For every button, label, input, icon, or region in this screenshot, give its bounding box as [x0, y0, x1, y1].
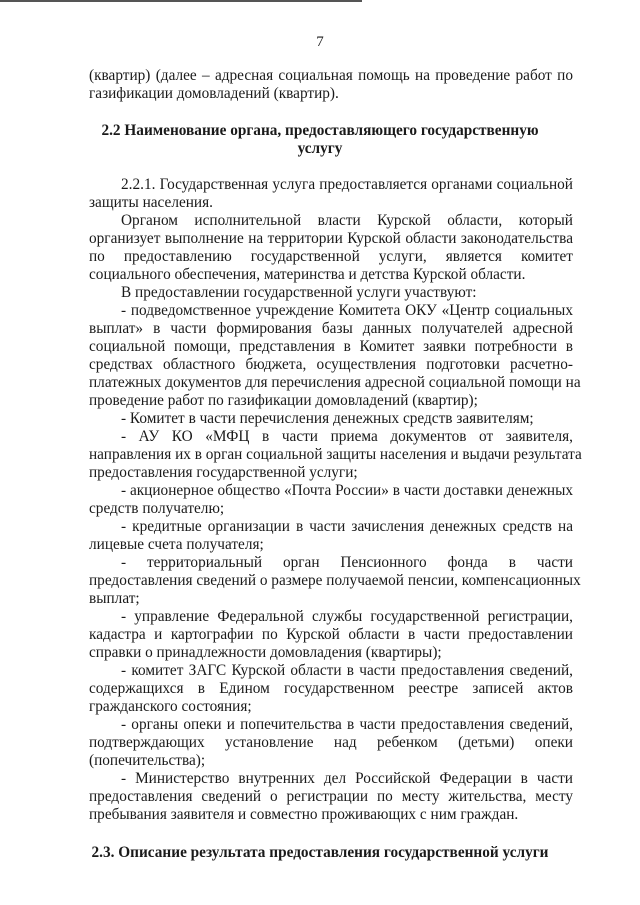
body-line: - Министерство внутренних дел Российской Федерации в части — [121, 770, 573, 787]
body-line: - кредитные организации в части зачисления денежных средств на — [121, 518, 573, 535]
body-line: предоставления сведений о регистрации по месту жительства, месту — [89, 788, 573, 805]
body-line: В предоставлении государственной услуги участвуют: — [121, 284, 477, 301]
body-line: содержащихся в Едином государственном реестре записей актов — [89, 680, 573, 697]
body-line: выплат» в части формирования базы данных получателей адресной — [89, 320, 573, 337]
body-line: средств получателю; — [89, 500, 225, 517]
body-line: социальной помощи, представления в Комитет заявки потребности в — [89, 338, 573, 355]
section-heading: услугу — [297, 140, 343, 157]
body-line: кадастра и картографии по Курской области в части предоставлении — [89, 626, 573, 643]
body-line: - АУ КО «МФЦ в части приема документов от заявителя, — [121, 428, 573, 445]
body-line: - управление Федеральной службы государственной регистрации, — [121, 608, 573, 625]
body-line: защиты населения. — [89, 194, 213, 211]
body-line: организует выполнение на территории Курской области законодательства — [89, 230, 573, 247]
body-line: подтверждающих установление над ребенком (детьми) опеки — [89, 734, 573, 751]
body-line: (попечительства); — [89, 752, 206, 769]
body-line: (квартир) (далее – адресная социальная помощь на проведение работ по — [89, 67, 573, 84]
body-line: газификации домовладений (квартир). — [89, 85, 339, 102]
body-line: предоставления государственной услуги; — [89, 464, 358, 481]
body-line: - Комитет в части перечисления денежных средств заявителям; — [121, 410, 534, 427]
body-line: по предоставлению государственной услуги, является комитет — [89, 248, 573, 265]
body-line: - органы опеки и попечительства в части предоставления сведений, — [121, 716, 573, 733]
body-line: проведение работ по газификации домовладений (квартир); — [89, 392, 478, 409]
body-line: пребывания заявителя и совместно проживающих с ним граждан. — [89, 806, 519, 823]
page-number: 7 — [316, 34, 324, 50]
body-line: предоставления сведений о размере получаемой пенсии, компенсационных — [89, 572, 581, 589]
body-line: средствах областного бюджета, осуществления подготовки расчетно- — [89, 356, 573, 373]
section-heading: 2.2 Наименование органа, предоставляющего государственную — [101, 122, 539, 139]
body-line: направления их в орган социальной защиты населения и выдачи результата — [89, 446, 582, 463]
section-heading: 2.3. Описание результата предоставления государственной услуги — [91, 844, 549, 861]
body-line: гражданского состояния; — [89, 698, 252, 715]
body-line: платежных документов для перечисления адресной социальной помощи на — [89, 374, 581, 391]
body-line: выплат; — [89, 590, 140, 607]
scan-edge — [0, 0, 362, 2]
body-line: социального обеспечения, материнства и детства Курской области. — [89, 266, 526, 283]
body-line: - территориальный орган Пенсионного фонда в части — [121, 554, 573, 571]
body-line: - комитет ЗАГС Курской области в части предоставления сведений, — [121, 662, 573, 679]
body-line: лицевые счета получателя; — [89, 536, 264, 553]
body-line: - акционерное общество «Почта России» в части доставки денежных — [121, 482, 573, 499]
body-line: - подведомственное учреждение Комитета ОКУ «Центр социальных — [121, 302, 573, 319]
body-line: 2.2.1. Государственная услуга предоставляется органами социальной — [121, 176, 573, 193]
body-line: Органом исполнительной власти Курской области, который — [121, 212, 573, 229]
body-line: справки о принадлежности домовладения (квартиры); — [89, 644, 442, 661]
